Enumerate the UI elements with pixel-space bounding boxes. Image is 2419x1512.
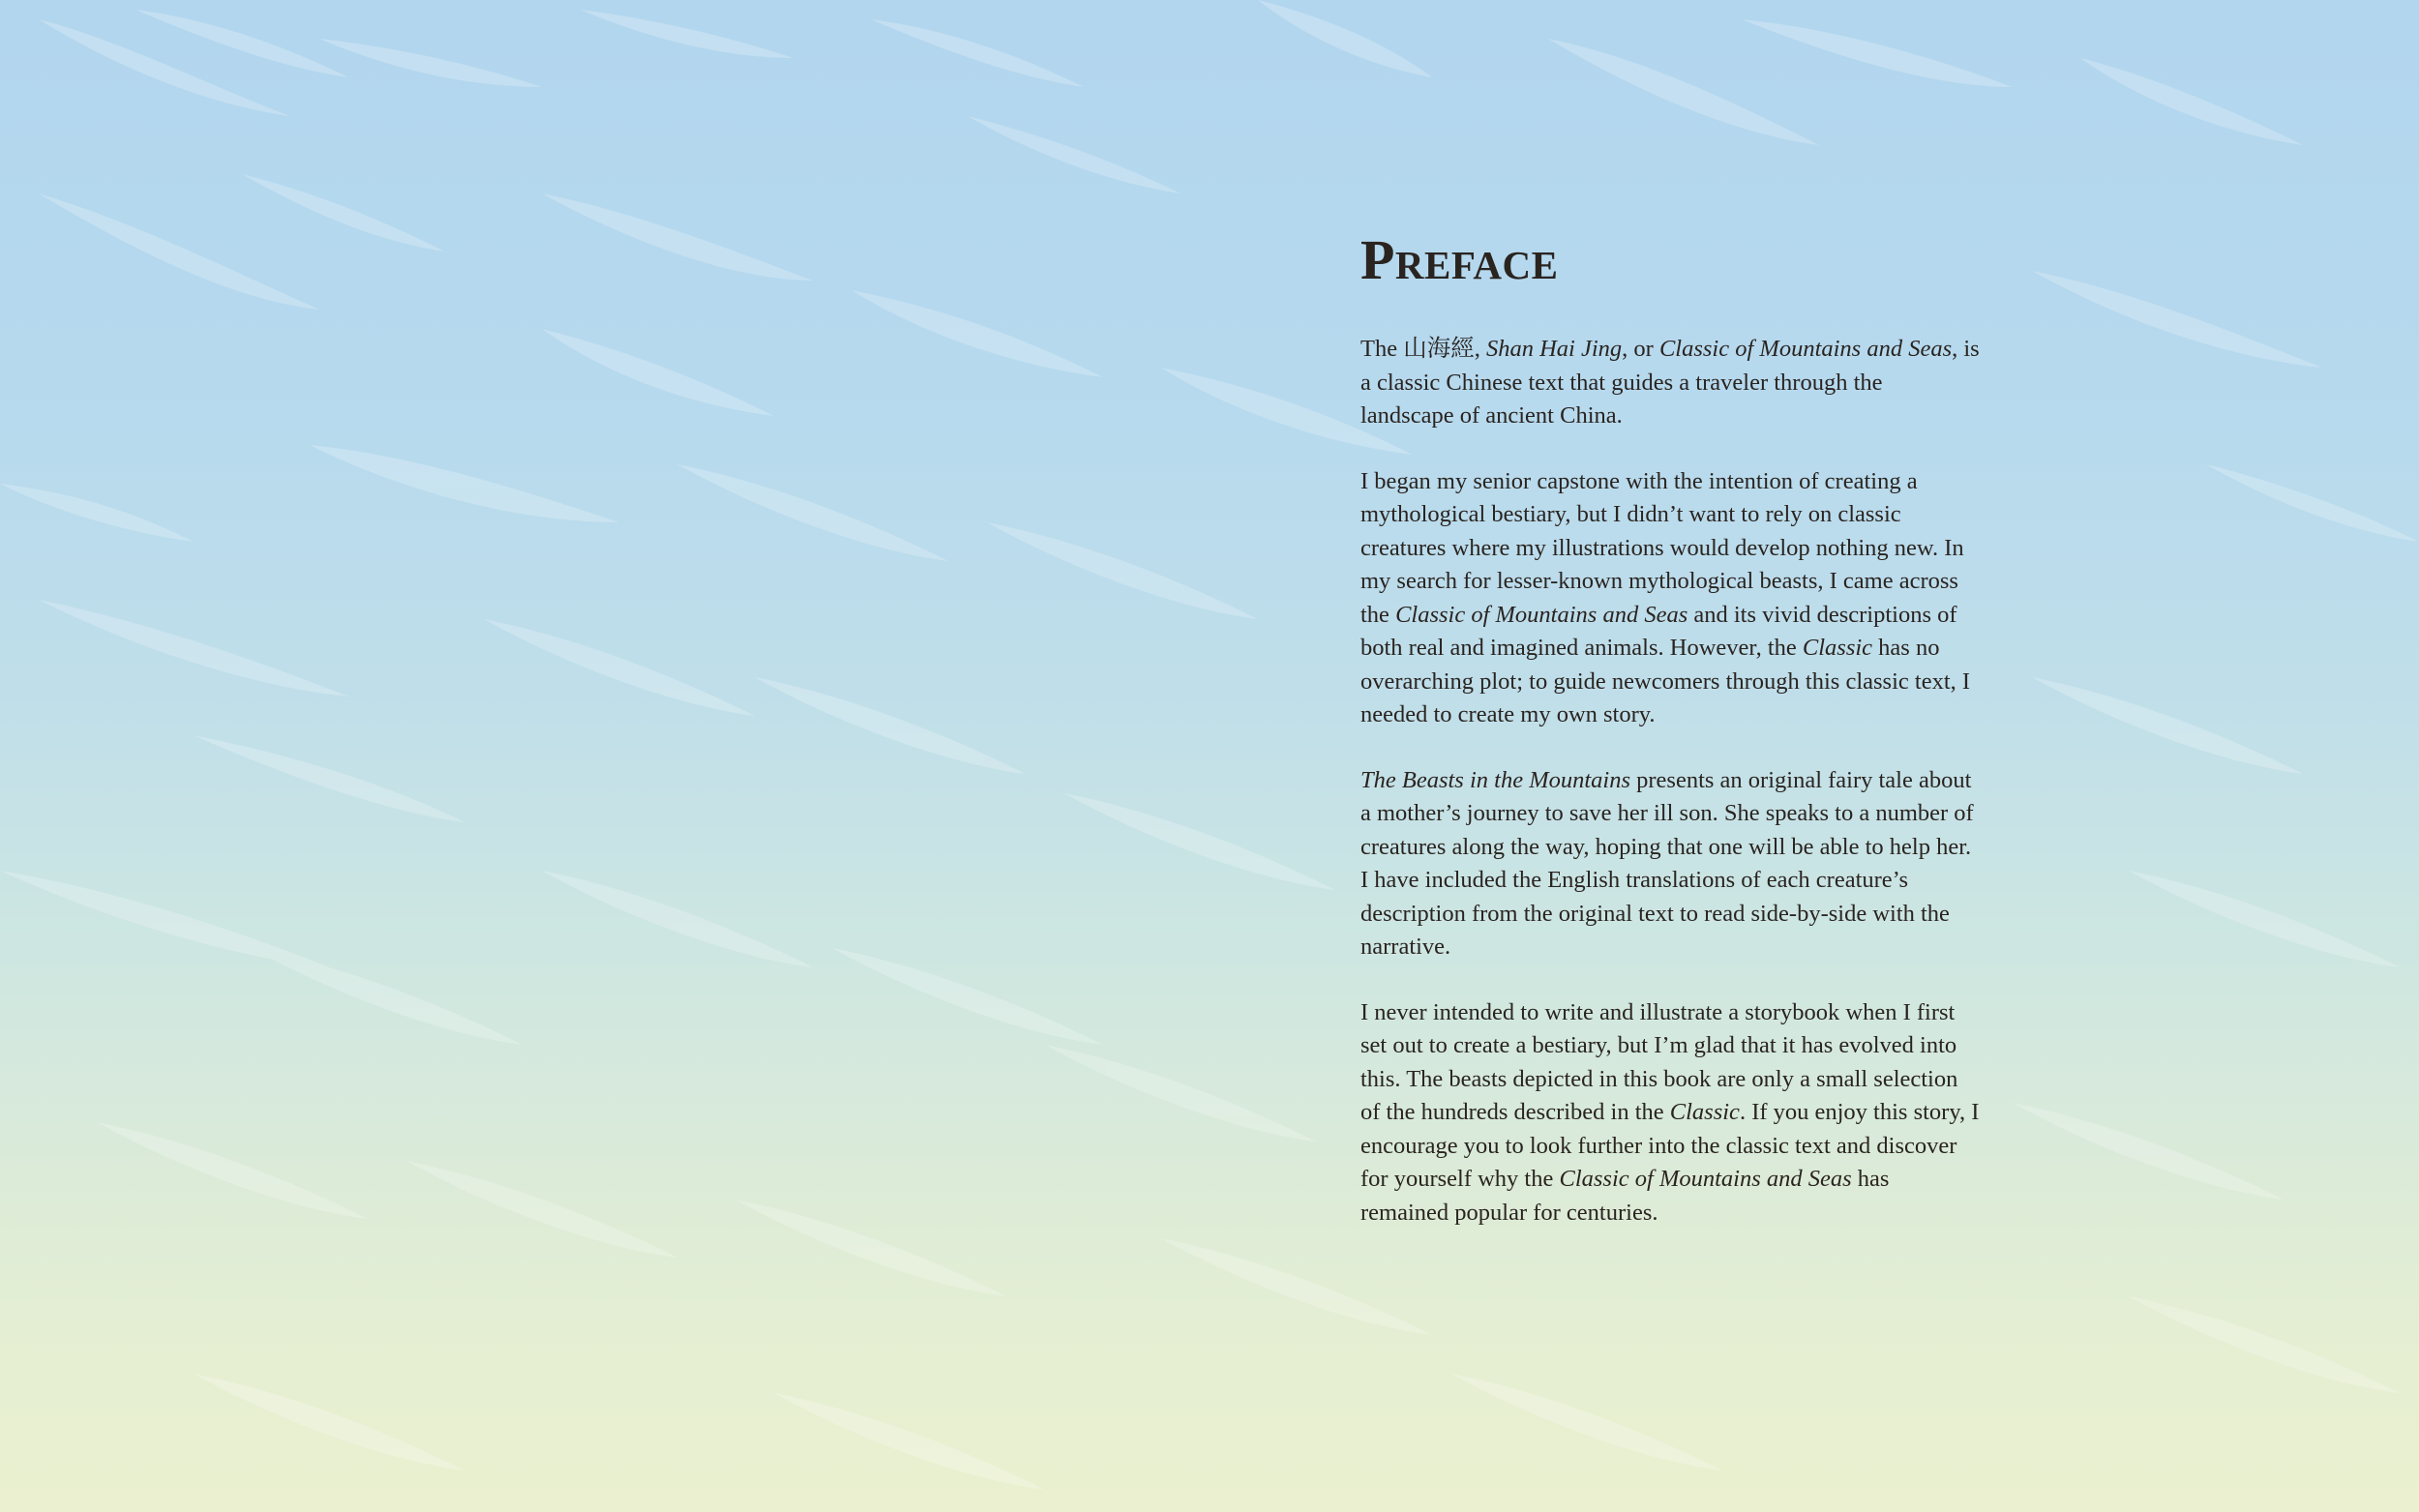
p2-book-title: Classic of Mountains and Seas xyxy=(1395,601,1688,628)
p1-text-3: , xyxy=(1474,336,1486,362)
p1-text-7: , is a classic Chinese text that guides a traveler through the landscape of ancient China. xyxy=(1360,336,1980,429)
p1-romanized-title: Shan Hai Jing xyxy=(1485,336,1623,362)
p2-text-3: and its vivid descriptions of both real and imagined animals. However, the xyxy=(1360,601,1957,661)
paragraph-2 xyxy=(1360,465,1980,732)
p4-text-1: I never intended to write and illustrate a storybook when I first set out to create a bestiary, but I’m glad that it has evolved into this. The beasts depicted in this book are only a small selection of the hundreds described in the xyxy=(1360,998,1958,1125)
p1-text-1: The xyxy=(1360,336,1404,362)
preface-text-block xyxy=(1360,228,1980,1261)
p2-text-1: I began my senior capstone with the intention of creating a mythological bestiary, but I didn’t want to rely on classic creatures where my illustrations would develop nothing new. In my search for lesser-known mythological beasts, I came across the xyxy=(1360,467,1964,628)
p4-book-title: Classic of Mountains and Seas xyxy=(1559,1166,1852,1192)
p1-english-title: Classic of Mountains and Seas xyxy=(1658,336,1953,362)
paragraph-4 xyxy=(1360,996,1980,1230)
p2-text-5: has no overarching plot; to guide newcomers through this classic text, I needed to create my own story. xyxy=(1360,635,1971,727)
p3-text-2: presents an original fairy tale about a mother’s journey to save her ill son. She speaks to a number of creatures along the way, hoping that one will be able to help her. I have included the English translations of each creature’s description from the original text to read side-by-side with the narrative. xyxy=(1360,766,1974,960)
p1-chinese-title: 山海經 xyxy=(1403,336,1475,362)
paragraph-1 xyxy=(1360,333,1980,433)
p4-text-3: . If you enjoy this story, I encourage you to look further into the classic text and discover for yourself why the xyxy=(1360,1099,1980,1192)
p4-classic: Classic xyxy=(1669,1099,1740,1125)
page-title: Preface xyxy=(1360,228,1559,291)
p3-book-title: The Beasts in the Mountains xyxy=(1360,766,1631,793)
p1-text-5: , or xyxy=(1622,336,1659,362)
paragraph-3 xyxy=(1360,764,1980,964)
p2-classic: Classic xyxy=(1802,635,1873,661)
p4-text-5: has remained popular for centuries. xyxy=(1360,1166,1890,1226)
